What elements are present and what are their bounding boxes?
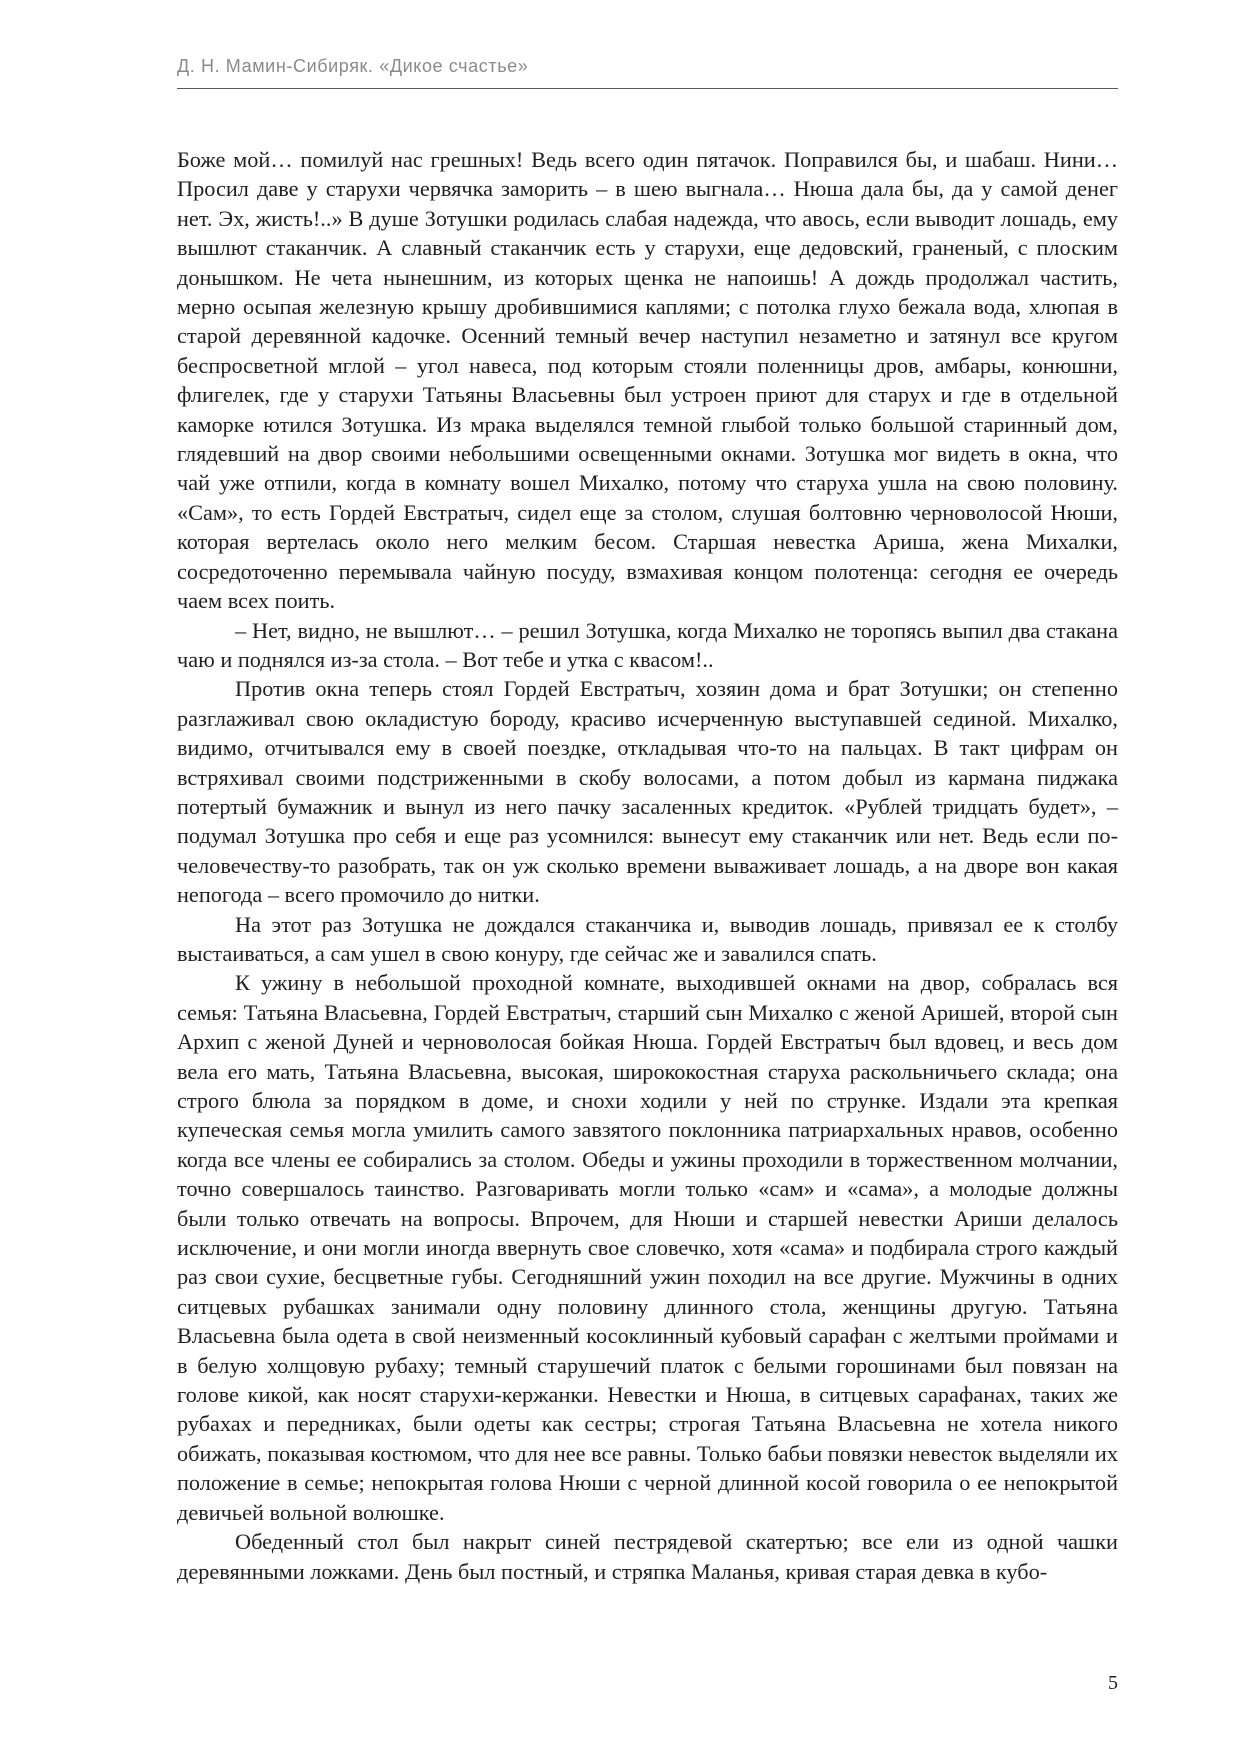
paragraph: – Нет, видно, не вышлют… – решил Зотушка, когда Михалко не торопясь выпил два стакана чаю и поднялся из-за стола. – Вот тебе и утка с квасом!.. — [177, 617, 1118, 672]
paragraph: Против окна теперь стоял Гордей Евстратыч, хозяин дома и брат Зотушки; он степенно разглаживал свою окладистую бороду, красиво исчерченную выступавшей сединой. Михалко, видимо, отчитывался ему в своей поездке, откладывая что-то на пальцах. В такт цифрам он встряхивал своими подстриженными в скобу волосами, а потом добыл из кармана пиджака потертый бумажник и вынул из него пачку засаленных кредиток. «Рублей тридцать будет», – подумал Зотушка про себя и еще раз усомнился: вынесут ему стаканчик или нет. Ведь если по-человечеству-то разобрать, так он уж сколько времени вываживает лошадь, а на дворе вон какая непогода – всего промочило до нитки. — [177, 676, 1118, 908]
header-rule — [177, 88, 1118, 89]
running-header: Д. Н. Мамин-Сибиряк. «Дикое счастье» — [177, 56, 529, 76]
paragraph: К ужину в небольшой проходной комнате, выходившей окнами на двор, собралась вся семья: Татьяна Власьевна, Гордей Евстратыч, старший сын Михалко с женой Аришей, второй сын Архип с женой Дуней и черноволосая бойкая Нюша. Гордей Евстратыч был вдовец, и весь дом вела его мать, Татьяна Власьевна, высокая, ширококостная старуха раскольничьего склада; она строго блюла за порядком в доме, и снохи ходили у ней по струнке. Издали эта крепкая купеческая семья могла умилить самого завзятого поклонника патриархальных нравов, особенно когда все члены ее собирались за столом. Обеды и ужины проходили в торжественном молчании, точно совершалось таинство. Разговаривать могли только «сам» и «сама», а молодые должны были только отвечать на вопросы. Впрочем, для Нюши и старшей невестки Ариши делалось исключение, и они могли иногда ввернуть свое словечко, хотя «сама» и подбирала строго каждый раз свои сухие, бесцветные губы. Сегодняшний ужин походил на все другие. Мужчины в одних ситцевых рубашках занимали одну половину длинного стола, женщины другую. Татьяна Власьевна была одета в свой неизменный косоклинный кубовый сарафан с желтыми проймами и в белую холщовую рубаху; темный старушечий платок с белыми горошинами был повязан на голове кикой, как носят старухи-кержанки. Невестки и Нюша, в ситцевых сарафанах, таких же рубахах и передниках, были одеты как сестры; строгая Татьяна Власьевна не хотела никого обижать, показывая костюмом, что для нее все равны. Только бабьи повязки невесток выделяли их положение в семье; непокрытая голова Нюши с черной длинной косой говорила о ее непокрытой девичьей вольной волюшке. — [177, 970, 1118, 1525]
paragraph: Обеденный стол был накрыт синей пестрядевой скатертью; все ели из одной чашки деревянными ложками. День был постный, и стряпка Маланья, кривая старая девка в кубо- — [177, 1529, 1118, 1584]
page-number: 5 — [1108, 1672, 1118, 1694]
body-text — [177, 145, 1118, 1586]
paragraph: На этот раз Зотушка не дождался стаканчика и, выводив лошадь, привязал ее к столбу выстаиваться, а сам ушел в свою конуру, где сейчас же и завалился спать. — [177, 911, 1118, 966]
paragraph: Боже мой… помилуй нас грешных! Ведь всего один пятачок. Поправился бы, и шабаш. Нини… Просил даве у старухи червячка заморить – в шею выгнала… Нюша дала бы, да у самой денег нет. Эх, жисть!..» В душе Зотушки родилась слабая надежда, что авось, если выводит лошадь, ему вышлют стаканчик. А славный стаканчик есть у старухи, еще дедовский, граненый, с плоским донышком. Не чета нынешним, из которых щенка не напоишь! А дождь продолжал частить, мерно осыпая железную крышу дробившимися каплями; с потолка глухо бежала вода, хлюпая в старой деревянной кадочке. Осенний темный вечер наступил незаметно и затянул все кругом беспросветной мглой – угол навеса, под которым стояли поленницы дров, амбары, конюшни, флигелек, где у старухи Татьяны Власьевны был устроен приют для старух и где в отдельной каморке ютился Зотушка. Из мрака выделялся темной глыбой только большой старинный дом, глядевший на двор своими небольшими освещенными окнами. Зотушка мог видеть в окна, что чай уже отпили, когда в комнату вошел Михалко, потому что старуха ушла на свою половину. «Сам», то есть Гордей Евстратыч, сидел еще за столом, слушая болтовню черноволосой Нюши, которая вертелась около него мелким бесом. Старшая невестка Ариша, жена Михалки, сосредоточенно перемывала чайную посуду, взмахивая концом полотенца: сегодня ее очередь чаем всех поить. — [177, 147, 1118, 614]
